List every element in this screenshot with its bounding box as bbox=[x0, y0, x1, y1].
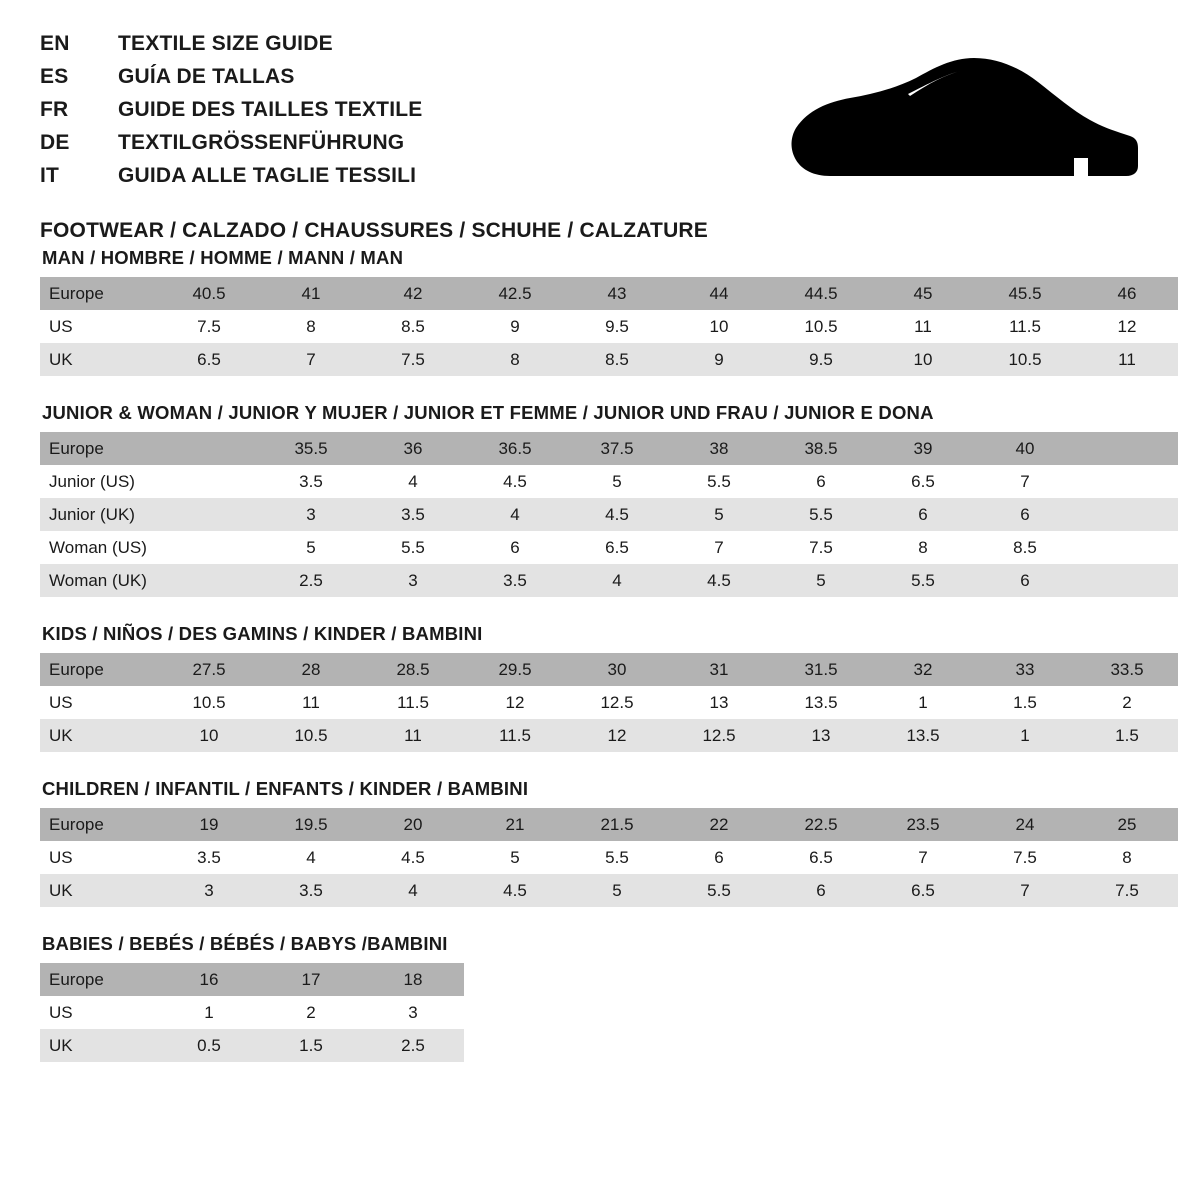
table-cell: 12 bbox=[1076, 310, 1178, 343]
table-cell: 9 bbox=[464, 310, 566, 343]
table-cell: 7 bbox=[668, 531, 770, 564]
table-cell: 7.5 bbox=[770, 531, 872, 564]
table-cell: 8.5 bbox=[566, 343, 668, 376]
table-cell: 4 bbox=[362, 465, 464, 498]
table-cell: 5 bbox=[566, 465, 668, 498]
table-cell: 11 bbox=[362, 719, 464, 752]
table-cell: 43 bbox=[566, 277, 668, 310]
row-label: Europe bbox=[40, 808, 158, 841]
table-row bbox=[40, 1029, 464, 1062]
language-row bbox=[40, 164, 422, 197]
dress-shoe-icon bbox=[788, 54, 1138, 194]
table-cell: 7.5 bbox=[158, 310, 260, 343]
table-cell: 7 bbox=[974, 465, 1076, 498]
table-cell: 11.5 bbox=[974, 310, 1076, 343]
table-cell: 6 bbox=[770, 465, 872, 498]
row-label: Europe bbox=[40, 277, 158, 310]
table-row bbox=[40, 432, 1178, 465]
table-cell: 4 bbox=[362, 874, 464, 907]
table-cell: 1.5 bbox=[1076, 719, 1178, 752]
table-cell: 7 bbox=[872, 841, 974, 874]
row-label: Europe bbox=[40, 653, 158, 686]
row-label: Europe bbox=[40, 963, 158, 996]
table-cell: 10.5 bbox=[770, 310, 872, 343]
table-cell: 8 bbox=[1076, 841, 1178, 874]
table-cell: 3.5 bbox=[260, 874, 362, 907]
language-code: IT bbox=[40, 164, 60, 187]
language-row bbox=[40, 98, 422, 131]
table-cell: 5 bbox=[668, 498, 770, 531]
table-cell: 44 bbox=[668, 277, 770, 310]
table-cell: 20 bbox=[362, 808, 464, 841]
table-cell: 7 bbox=[974, 874, 1076, 907]
table-cell: 5 bbox=[260, 531, 362, 564]
language-code: FR bbox=[40, 98, 69, 121]
table-cell: 24 bbox=[974, 808, 1076, 841]
table-cell: 1 bbox=[158, 996, 260, 1029]
language-title: GUÍA DE TALLAS bbox=[118, 65, 295, 88]
table-cell: 30 bbox=[566, 653, 668, 686]
table-cell: 19 bbox=[158, 808, 260, 841]
table-cell: 3.5 bbox=[362, 498, 464, 531]
table-cell: 3.5 bbox=[260, 465, 362, 498]
table-cell: 45 bbox=[872, 277, 974, 310]
row-label: Woman (UK) bbox=[40, 564, 158, 597]
size-table-kids bbox=[40, 653, 1178, 752]
table-cell: 27.5 bbox=[158, 653, 260, 686]
table-cell bbox=[1076, 531, 1178, 564]
section-title: JUNIOR & WOMAN / JUNIOR Y MUJER / JUNIOR ET FEMME / JUNIOR UND FRAU / JUNIOR E DONA bbox=[42, 402, 934, 423]
table-row bbox=[40, 498, 1178, 531]
table-row bbox=[40, 686, 1178, 719]
table-cell: 1 bbox=[872, 686, 974, 719]
table-cell bbox=[158, 531, 260, 564]
language-row bbox=[40, 131, 422, 164]
table-cell: 25 bbox=[1076, 808, 1178, 841]
table-cell: 8.5 bbox=[974, 531, 1076, 564]
language-code: DE bbox=[40, 131, 70, 154]
table-cell: 5.5 bbox=[668, 465, 770, 498]
section-kids bbox=[40, 623, 1160, 752]
table-cell: 11 bbox=[260, 686, 362, 719]
table-cell: 31.5 bbox=[770, 653, 872, 686]
size-table-junior-woman bbox=[40, 432, 1178, 597]
table-row bbox=[40, 343, 1178, 376]
table-cell: 2 bbox=[1076, 686, 1178, 719]
table-row bbox=[40, 531, 1178, 564]
table-row bbox=[40, 277, 1178, 310]
table-cell: 3.5 bbox=[158, 841, 260, 874]
table-cell: 13.5 bbox=[770, 686, 872, 719]
table-cell bbox=[1076, 498, 1178, 531]
row-label: Europe bbox=[40, 432, 158, 465]
row-label: UK bbox=[40, 343, 158, 376]
table-cell: 7 bbox=[260, 343, 362, 376]
row-label: Woman (US) bbox=[40, 531, 158, 564]
table-cell: 12.5 bbox=[566, 686, 668, 719]
table-cell: 28.5 bbox=[362, 653, 464, 686]
table-cell: 41 bbox=[260, 277, 362, 310]
table-cell: 5 bbox=[566, 874, 668, 907]
table-cell: 9.5 bbox=[770, 343, 872, 376]
table-cell: 6.5 bbox=[770, 841, 872, 874]
table-cell: 8.5 bbox=[362, 310, 464, 343]
table-cell: 33 bbox=[974, 653, 1076, 686]
table-cell: 36.5 bbox=[464, 432, 566, 465]
language-title: GUIDE DES TAILLES TEXTILE bbox=[118, 98, 423, 121]
table-cell: 7.5 bbox=[1076, 874, 1178, 907]
table-cell: 3 bbox=[362, 996, 464, 1029]
row-label: US bbox=[40, 996, 158, 1029]
row-label: US bbox=[40, 841, 158, 874]
table-cell: 4 bbox=[566, 564, 668, 597]
table-cell: 12.5 bbox=[668, 719, 770, 752]
table-cell: 6 bbox=[872, 498, 974, 531]
table-row bbox=[40, 465, 1178, 498]
table-row bbox=[40, 874, 1178, 907]
table-cell: 28 bbox=[260, 653, 362, 686]
table-cell: 10 bbox=[158, 719, 260, 752]
table-cell: 5.5 bbox=[770, 498, 872, 531]
language-row bbox=[40, 32, 422, 65]
table-row bbox=[40, 564, 1178, 597]
row-label: Junior (UK) bbox=[40, 498, 158, 531]
row-label: UK bbox=[40, 874, 158, 907]
language-title: TEXTILGRÖSSENFÜHRUNG bbox=[118, 131, 405, 154]
table-cell: 7.5 bbox=[362, 343, 464, 376]
language-code: ES bbox=[40, 65, 69, 88]
table-cell: 29.5 bbox=[464, 653, 566, 686]
table-cell: 19.5 bbox=[260, 808, 362, 841]
table-cell: 5.5 bbox=[362, 531, 464, 564]
section-man bbox=[40, 247, 1160, 376]
table-cell bbox=[1076, 432, 1178, 465]
table-cell: 11 bbox=[872, 310, 974, 343]
table-cell: 9.5 bbox=[566, 310, 668, 343]
table-cell: 11 bbox=[1076, 343, 1178, 376]
table-cell: 22 bbox=[668, 808, 770, 841]
language-title: GUIDA ALLE TAGLIE TESSILI bbox=[118, 164, 417, 187]
table-row bbox=[40, 808, 1178, 841]
table-cell bbox=[158, 432, 260, 465]
table-cell: 4.5 bbox=[362, 841, 464, 874]
table-cell: 11.5 bbox=[362, 686, 464, 719]
size-table-babies bbox=[40, 963, 464, 1062]
language-title: TEXTILE SIZE GUIDE bbox=[118, 32, 333, 55]
size-table-man bbox=[40, 277, 1178, 376]
section-junior-woman bbox=[40, 402, 1160, 597]
language-title-list bbox=[40, 32, 422, 197]
table-cell: 2.5 bbox=[362, 1029, 464, 1062]
table-cell: 13.5 bbox=[872, 719, 974, 752]
table-cell: 5.5 bbox=[566, 841, 668, 874]
table-cell: 23.5 bbox=[872, 808, 974, 841]
table-cell: 8 bbox=[464, 343, 566, 376]
table-cell: 37.5 bbox=[566, 432, 668, 465]
table-cell: 6.5 bbox=[158, 343, 260, 376]
language-code: EN bbox=[40, 32, 70, 55]
table-cell bbox=[1076, 465, 1178, 498]
table-row bbox=[40, 653, 1178, 686]
table-cell: 36 bbox=[362, 432, 464, 465]
row-label: Junior (US) bbox=[40, 465, 158, 498]
section-babies bbox=[40, 933, 1160, 1062]
table-cell: 4 bbox=[260, 841, 362, 874]
table-cell: 45.5 bbox=[974, 277, 1076, 310]
table-cell: 40 bbox=[974, 432, 1076, 465]
table-cell: 33.5 bbox=[1076, 653, 1178, 686]
table-cell: 1 bbox=[974, 719, 1076, 752]
table-cell: 18 bbox=[362, 963, 464, 996]
table-cell: 5.5 bbox=[872, 564, 974, 597]
table-cell: 6 bbox=[668, 841, 770, 874]
table-cell: 3 bbox=[260, 498, 362, 531]
table-cell: 3 bbox=[158, 874, 260, 907]
table-cell: 6 bbox=[974, 564, 1076, 597]
table-cell: 3.5 bbox=[464, 564, 566, 597]
table-cell: 9 bbox=[668, 343, 770, 376]
row-label: US bbox=[40, 686, 158, 719]
table-cell: 4.5 bbox=[464, 465, 566, 498]
table-cell: 46 bbox=[1076, 277, 1178, 310]
table-cell: 12 bbox=[464, 686, 566, 719]
table-cell: 5 bbox=[770, 564, 872, 597]
table-cell: 4 bbox=[464, 498, 566, 531]
table-cell: 2.5 bbox=[260, 564, 362, 597]
table-cell: 40.5 bbox=[158, 277, 260, 310]
table-cell: 7.5 bbox=[974, 841, 1076, 874]
table-cell: 44.5 bbox=[770, 277, 872, 310]
table-cell: 10.5 bbox=[260, 719, 362, 752]
table-cell: 1.5 bbox=[974, 686, 1076, 719]
category-title: FOOTWEAR / CALZADO / CHAUSSURES / SCHUHE / CALZATURE bbox=[40, 219, 709, 242]
table-cell: 38 bbox=[668, 432, 770, 465]
table-cell: 22.5 bbox=[770, 808, 872, 841]
table-cell: 4.5 bbox=[668, 564, 770, 597]
table-cell: 1.5 bbox=[260, 1029, 362, 1062]
table-cell: 5 bbox=[464, 841, 566, 874]
row-label: UK bbox=[40, 719, 158, 752]
table-cell: 13 bbox=[668, 686, 770, 719]
table-cell: 35.5 bbox=[260, 432, 362, 465]
size-table-children bbox=[40, 808, 1178, 907]
section-title: MAN / HOMBRE / HOMME / MANN / MAN bbox=[42, 247, 404, 268]
table-cell: 2 bbox=[260, 996, 362, 1029]
table-cell: 17 bbox=[260, 963, 362, 996]
section-title: KIDS / NIÑOS / DES GAMINS / KINDER / BAMBINI bbox=[42, 623, 483, 644]
table-cell: 8 bbox=[872, 531, 974, 564]
table-cell: 38.5 bbox=[770, 432, 872, 465]
table-cell: 13 bbox=[770, 719, 872, 752]
table-cell bbox=[158, 498, 260, 531]
row-label: US bbox=[40, 310, 158, 343]
table-cell: 21 bbox=[464, 808, 566, 841]
table-cell bbox=[158, 465, 260, 498]
table-row bbox=[40, 719, 1178, 752]
table-row bbox=[40, 996, 464, 1029]
table-cell: 31 bbox=[668, 653, 770, 686]
section-children bbox=[40, 778, 1160, 907]
table-cell: 6 bbox=[770, 874, 872, 907]
table-cell: 10.5 bbox=[158, 686, 260, 719]
table-cell bbox=[158, 564, 260, 597]
table-row bbox=[40, 963, 464, 996]
table-cell: 39 bbox=[872, 432, 974, 465]
table-cell: 4.5 bbox=[464, 874, 566, 907]
table-cell: 32 bbox=[872, 653, 974, 686]
table-cell: 6.5 bbox=[566, 531, 668, 564]
table-cell bbox=[1076, 564, 1178, 597]
table-cell: 42.5 bbox=[464, 277, 566, 310]
table-cell: 6.5 bbox=[872, 874, 974, 907]
table-cell: 42 bbox=[362, 277, 464, 310]
table-cell: 21.5 bbox=[566, 808, 668, 841]
table-cell: 6 bbox=[974, 498, 1076, 531]
document-header bbox=[40, 32, 1160, 247]
table-cell: 4.5 bbox=[566, 498, 668, 531]
table-cell: 11.5 bbox=[464, 719, 566, 752]
table-cell: 16 bbox=[158, 963, 260, 996]
table-cell: 6.5 bbox=[872, 465, 974, 498]
table-cell: 3 bbox=[362, 564, 464, 597]
table-cell: 5.5 bbox=[668, 874, 770, 907]
table-cell: 10 bbox=[668, 310, 770, 343]
table-cell: 12 bbox=[566, 719, 668, 752]
table-cell: 10.5 bbox=[974, 343, 1076, 376]
table-row bbox=[40, 310, 1178, 343]
table-cell: 6 bbox=[464, 531, 566, 564]
table-cell: 10 bbox=[872, 343, 974, 376]
section-title: BABIES / BEBÉS / BÉBÉS / BABYS /BAMBINI bbox=[42, 933, 448, 954]
language-row bbox=[40, 65, 422, 98]
table-cell: 8 bbox=[260, 310, 362, 343]
table-row bbox=[40, 841, 1178, 874]
section-title: CHILDREN / INFANTIL / ENFANTS / KINDER / BAMBINI bbox=[42, 778, 529, 799]
table-cell: 0.5 bbox=[158, 1029, 260, 1062]
row-label: UK bbox=[40, 1029, 158, 1062]
